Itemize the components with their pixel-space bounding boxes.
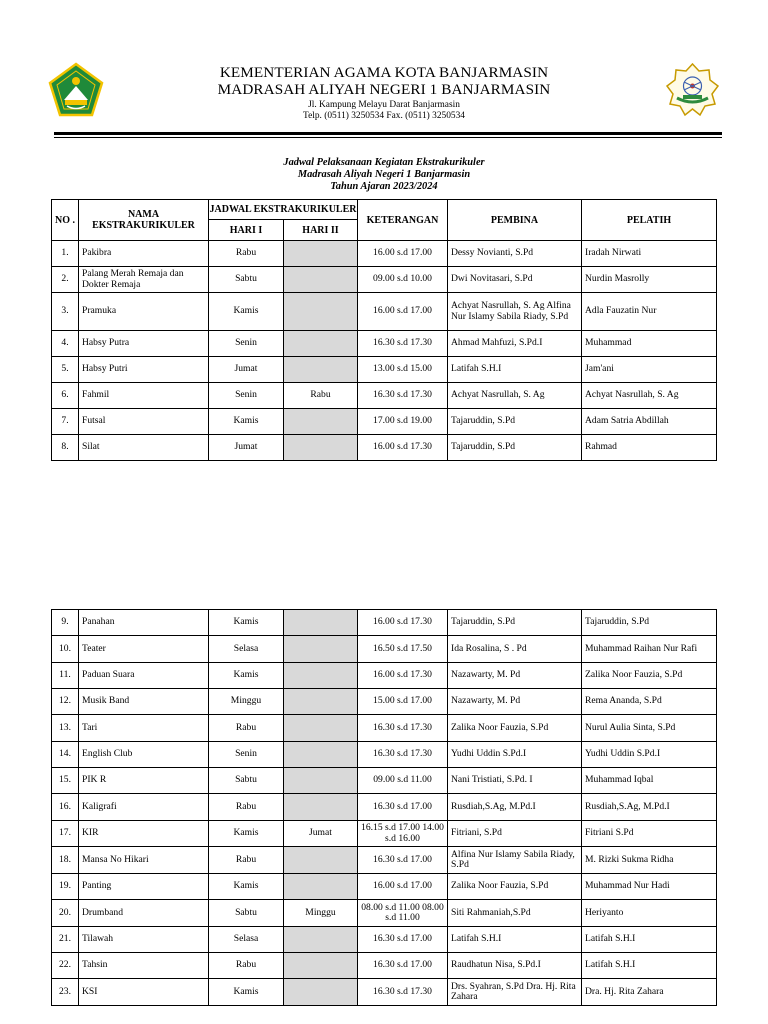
row-keterangan: 16.30 s.d 17.30 xyxy=(358,715,448,742)
row-nama: Tahsin xyxy=(79,953,209,979)
table-row xyxy=(52,241,717,267)
row-keterangan: 16.30 s.d 17.00 xyxy=(358,927,448,953)
row-pembina: Nazawarty, M. Pd xyxy=(448,689,582,715)
row-number: 6. xyxy=(52,383,79,409)
row-hari-2 xyxy=(284,636,358,663)
row-number: 22. xyxy=(52,953,79,979)
row-pembina: Yudhi Uddin S.Pd.I xyxy=(448,742,582,768)
table-row xyxy=(52,742,717,768)
row-hari-1: Senin xyxy=(209,742,284,768)
row-pelatih: Yudhi Uddin S.Pd.I xyxy=(582,742,717,768)
table-row xyxy=(52,435,717,461)
madrasah-emblem-icon xyxy=(665,62,720,117)
row-hari-1: Kamis xyxy=(209,663,284,689)
row-hari-1: Sabtu xyxy=(209,768,284,794)
table-row xyxy=(52,293,717,331)
row-nama: KSI xyxy=(79,979,209,1006)
row-hari-2 xyxy=(284,241,358,267)
document-title-line3: Tahun Ajaran 2023/2024 xyxy=(330,181,438,192)
row-pembina: Raudhatun Nisa, S.Pd.I xyxy=(448,953,582,979)
row-keterangan: 16.00 s.d 17.30 xyxy=(358,663,448,689)
row-nama: Mansa No Hikari xyxy=(79,847,209,874)
row-nama: Panting xyxy=(79,874,209,900)
school-address: Jl. Kampung Melayu Darat Banjarmasin xyxy=(308,100,460,110)
row-number: 10. xyxy=(52,636,79,663)
row-keterangan: 16.00 s.d 17.00 xyxy=(358,293,448,331)
row-hari-2: Rabu xyxy=(284,383,358,409)
row-number: 23. xyxy=(52,979,79,1006)
row-number: 14. xyxy=(52,742,79,768)
row-keterangan: 16.30 s.d 17.00 xyxy=(358,953,448,979)
header-nama: NAMA EKSTRAKURIKULER xyxy=(79,200,209,241)
row-pembina: Ahmad Mahfuzi, S.Pd.I xyxy=(448,331,582,357)
row-nama: Fahmil xyxy=(79,383,209,409)
row-hari-1: Rabu xyxy=(209,715,284,742)
row-keterangan: 16.30 s.d 17.30 xyxy=(358,383,448,409)
row-hari-1: Kamis xyxy=(209,874,284,900)
row-pelatih: Latifah S.H.I xyxy=(582,953,717,979)
row-pembina: Achyat Nasrullah, S. Ag xyxy=(448,383,582,409)
row-pelatih: M. Rizki Sukma Ridha xyxy=(582,847,717,874)
row-pembina: Zalika Noor Fauzia, S.Pd xyxy=(448,874,582,900)
row-pelatih: Rusdiah,S.Ag, M.Pd.I xyxy=(582,794,717,821)
row-keterangan: 16.15 s.d 17.00 14.00 s.d 16.00 xyxy=(358,821,448,847)
row-number: 8. xyxy=(52,435,79,461)
header-pelatih: PELATIH xyxy=(582,200,717,241)
header-pembina: PEMBINA xyxy=(448,200,582,241)
row-hari-2 xyxy=(284,331,358,357)
table-row xyxy=(52,715,717,742)
table-row xyxy=(52,927,717,953)
row-number: 2. xyxy=(52,267,79,293)
table-row xyxy=(52,821,717,847)
row-hari-1: Senin xyxy=(209,383,284,409)
row-pembina: Tajaruddin, S.Pd xyxy=(448,409,582,435)
row-hari-1: Kamis xyxy=(209,409,284,435)
row-nama: Futsal xyxy=(79,409,209,435)
row-hari-2 xyxy=(284,715,358,742)
row-hari-1: Rabu xyxy=(209,953,284,979)
row-nama: Paduan Suara xyxy=(79,663,209,689)
row-pelatih: Tajaruddin, S.Pd xyxy=(582,610,717,636)
row-keterangan: 15.00 s.d 17.00 xyxy=(358,689,448,715)
row-pelatih: Nurdin Masrolly xyxy=(582,267,717,293)
row-nama: Habsy Putri xyxy=(79,357,209,383)
header-hari-1: HARI I xyxy=(209,220,284,241)
row-pelatih: Nurul Aulia Sinta, S.Pd xyxy=(582,715,717,742)
table-row xyxy=(52,383,717,409)
row-nama: Habsy Putra xyxy=(79,331,209,357)
row-pembina: Alfina Nur Islamy Sabila Riady, S.Pd xyxy=(448,847,582,874)
row-hari-1: Rabu xyxy=(209,847,284,874)
table-row xyxy=(52,610,717,636)
row-keterangan: 16.00 s.d 17.00 xyxy=(358,241,448,267)
row-keterangan: 09.00 s.d 11.00 xyxy=(358,768,448,794)
row-keterangan: 09.00 s.d 10.00 xyxy=(358,267,448,293)
row-pelatih: Fitriani S.Pd xyxy=(582,821,717,847)
row-nama: Pramuka xyxy=(79,293,209,331)
school-phone: Telp. (0511) 3250534 Fax. (0511) 3250534 xyxy=(303,111,465,121)
row-nama: Pakibra xyxy=(79,241,209,267)
row-keterangan: 16.00 s.d 17.30 xyxy=(358,435,448,461)
document-title-line2: Madrasah Aliyah Negeri 1 Banjarmasin xyxy=(297,169,471,180)
row-hari-2 xyxy=(284,435,358,461)
row-number: 19. xyxy=(52,874,79,900)
row-pelatih: Achyat Nasrullah, S. Ag xyxy=(582,383,717,409)
row-hari-1: Kamis xyxy=(209,979,284,1006)
row-hari-1: Kamis xyxy=(209,293,284,331)
row-keterangan: 16.30 s.d 17.00 xyxy=(358,794,448,821)
row-pembina: Latifah S.H.I xyxy=(448,357,582,383)
row-nama: Musik Band xyxy=(79,689,209,715)
row-hari-1: Rabu xyxy=(209,241,284,267)
kemenag-emblem-icon xyxy=(48,62,104,118)
row-hari-1: Jumat xyxy=(209,435,284,461)
row-keterangan: 08.00 s.d 11.00 08.00 s.d 11.00 xyxy=(358,900,448,927)
table-row xyxy=(52,267,717,293)
row-keterangan: 17.00 s.d 19.00 xyxy=(358,409,448,435)
row-hari-2: Minggu xyxy=(284,900,358,927)
row-nama: Drumband xyxy=(79,900,209,927)
row-pelatih: Muhammad Raihan Nur Rafi xyxy=(582,636,717,663)
row-number: 16. xyxy=(52,794,79,821)
row-number: 17. xyxy=(52,821,79,847)
schedule-table-page-2 xyxy=(51,609,717,1006)
row-pembina: Siti Rahmaniah,S.Pd xyxy=(448,900,582,927)
table-row xyxy=(52,794,717,821)
row-hari-2 xyxy=(284,267,358,293)
row-hari-2 xyxy=(284,610,358,636)
row-hari-1: Selasa xyxy=(209,927,284,953)
row-hari-1: Minggu xyxy=(209,689,284,715)
document-title xyxy=(150,157,618,193)
header-keterangan: KETERANGAN xyxy=(358,200,448,241)
table-row xyxy=(52,663,717,689)
row-pelatih: Adam Satria Abdillah xyxy=(582,409,717,435)
row-hari-2 xyxy=(284,409,358,435)
letterhead xyxy=(150,64,618,122)
row-number: 4. xyxy=(52,331,79,357)
row-pelatih: Jam'ani xyxy=(582,357,717,383)
row-hari-1: Jumat xyxy=(209,357,284,383)
row-pembina: Zalika Noor Fauzia, S.Pd xyxy=(448,715,582,742)
row-hari-2 xyxy=(284,689,358,715)
row-number: 20. xyxy=(52,900,79,927)
row-hari-2 xyxy=(284,927,358,953)
document-title-line1: Jadwal Pelaksanaan Kegiatan Ekstrakurikuler xyxy=(283,157,485,168)
row-pembina: Fitriani, S.Pd xyxy=(448,821,582,847)
row-hari-1: Sabtu xyxy=(209,900,284,927)
row-hari-2 xyxy=(284,357,358,383)
table-row xyxy=(52,689,717,715)
school-name: MADRASAH ALIYAH NEGERI 1 BANJARMASIN xyxy=(217,81,551,98)
row-hari-2 xyxy=(284,293,358,331)
row-pelatih: Zalika Noor Fauzia, S.Pd xyxy=(582,663,717,689)
header-jadwal: JADWAL EKSTRAKURIKULER xyxy=(209,200,358,220)
row-number: 21. xyxy=(52,927,79,953)
row-pembina: Rusdiah,S.Ag, M.Pd.I xyxy=(448,794,582,821)
table-row xyxy=(52,953,717,979)
row-pembina: Achyat Nasrullah, S. Ag Alfina Nur Islamy Sabila Riady, S.Pd xyxy=(448,293,582,331)
row-number: 11. xyxy=(52,663,79,689)
row-pembina: Nazawarty, M. Pd xyxy=(448,663,582,689)
row-nama: Panahan xyxy=(79,610,209,636)
row-pembina: Ida Rosalina, S . Pd xyxy=(448,636,582,663)
header-hari-2: HARI II xyxy=(284,220,358,241)
row-number: 15. xyxy=(52,768,79,794)
row-keterangan: 16.00 s.d 17.00 xyxy=(358,874,448,900)
row-pembina: Dessy Novianti, S.Pd xyxy=(448,241,582,267)
row-hari-1: Rabu xyxy=(209,794,284,821)
row-nama: Silat xyxy=(79,435,209,461)
letterhead-divider-thin xyxy=(54,137,722,138)
row-pembina: Tajaruddin, S.Pd xyxy=(448,435,582,461)
row-number: 3. xyxy=(52,293,79,331)
row-pelatih: Muhammad xyxy=(582,331,717,357)
row-number: 5. xyxy=(52,357,79,383)
row-pelatih: Iradah Nirwati xyxy=(582,241,717,267)
row-pelatih: Muhammad Iqbal xyxy=(582,768,717,794)
letterhead-divider-thick xyxy=(54,132,722,135)
row-pembina: Drs. Syahran, S.Pd Dra. Hj. Rita Zahara xyxy=(448,979,582,1006)
row-hari-1: Senin xyxy=(209,331,284,357)
ministry-name: KEMENTERIAN AGAMA KOTA BANJARMASIN xyxy=(219,64,549,81)
row-hari-2 xyxy=(284,847,358,874)
row-keterangan: 16.50 s.d 17.50 xyxy=(358,636,448,663)
row-keterangan: 16.30 s.d 17.30 xyxy=(358,979,448,1006)
row-pelatih: Adla Fauzatin Nur xyxy=(582,293,717,331)
row-keterangan: 16.00 s.d 17.30 xyxy=(358,610,448,636)
row-nama: Palang Merah Remaja dan Dokter Remaja xyxy=(79,267,209,293)
row-hari-1: Kamis xyxy=(209,821,284,847)
row-hari-2 xyxy=(284,794,358,821)
row-pelatih: Muhammad Nur Hadi xyxy=(582,874,717,900)
row-pelatih: Heriyanto xyxy=(582,900,717,927)
row-nama: English Club xyxy=(79,742,209,768)
row-number: 7. xyxy=(52,409,79,435)
schedule-table-page-1 xyxy=(51,199,717,461)
row-nama: Teater xyxy=(79,636,209,663)
row-nama: Kaligrafi xyxy=(79,794,209,821)
row-keterangan: 16.30 s.d 17.00 xyxy=(358,847,448,874)
table-row xyxy=(52,768,717,794)
row-nama: Tilawah xyxy=(79,927,209,953)
row-number: 18. xyxy=(52,847,79,874)
row-hari-2 xyxy=(284,663,358,689)
row-hari-2 xyxy=(284,768,358,794)
header-no: NO . xyxy=(52,200,79,241)
row-nama: PIK R xyxy=(79,768,209,794)
row-hari-1: Selasa xyxy=(209,636,284,663)
row-pelatih: Rema Ananda, S.Pd xyxy=(582,689,717,715)
row-nama: Tari xyxy=(79,715,209,742)
row-hari-2 xyxy=(284,979,358,1006)
row-hari-2 xyxy=(284,874,358,900)
table-row xyxy=(52,900,717,927)
row-pembina: Tajaruddin, S.Pd xyxy=(448,610,582,636)
row-hari-2: Jumat xyxy=(284,821,358,847)
row-keterangan: 16.30 s.d 17.30 xyxy=(358,331,448,357)
row-hari-2 xyxy=(284,953,358,979)
row-number: 1. xyxy=(52,241,79,267)
table-row xyxy=(52,847,717,874)
table-row xyxy=(52,874,717,900)
table-row xyxy=(52,979,717,1006)
row-pelatih: Dra. Hj. Rita Zahara xyxy=(582,979,717,1006)
table-row xyxy=(52,331,717,357)
row-number: 13. xyxy=(52,715,79,742)
row-hari-1: Kamis xyxy=(209,610,284,636)
row-pembina: Dwi Novitasari, S.Pd xyxy=(448,267,582,293)
row-hari-1: Sabtu xyxy=(209,267,284,293)
row-hari-2 xyxy=(284,742,358,768)
row-pembina: Nani Tristiati, S.Pd. I xyxy=(448,768,582,794)
table-row xyxy=(52,409,717,435)
row-pembina: Latifah S.H.I xyxy=(448,927,582,953)
row-pelatih: Rahmad xyxy=(582,435,717,461)
row-pelatih: Latifah S.H.I xyxy=(582,927,717,953)
table-row xyxy=(52,636,717,663)
row-nama: KIR xyxy=(79,821,209,847)
row-number: 12. xyxy=(52,689,79,715)
row-keterangan: 13.00 s.d 15.00 xyxy=(358,357,448,383)
table-row xyxy=(52,357,717,383)
row-keterangan: 16.30 s.d 17.30 xyxy=(358,742,448,768)
row-number: 9. xyxy=(52,610,79,636)
